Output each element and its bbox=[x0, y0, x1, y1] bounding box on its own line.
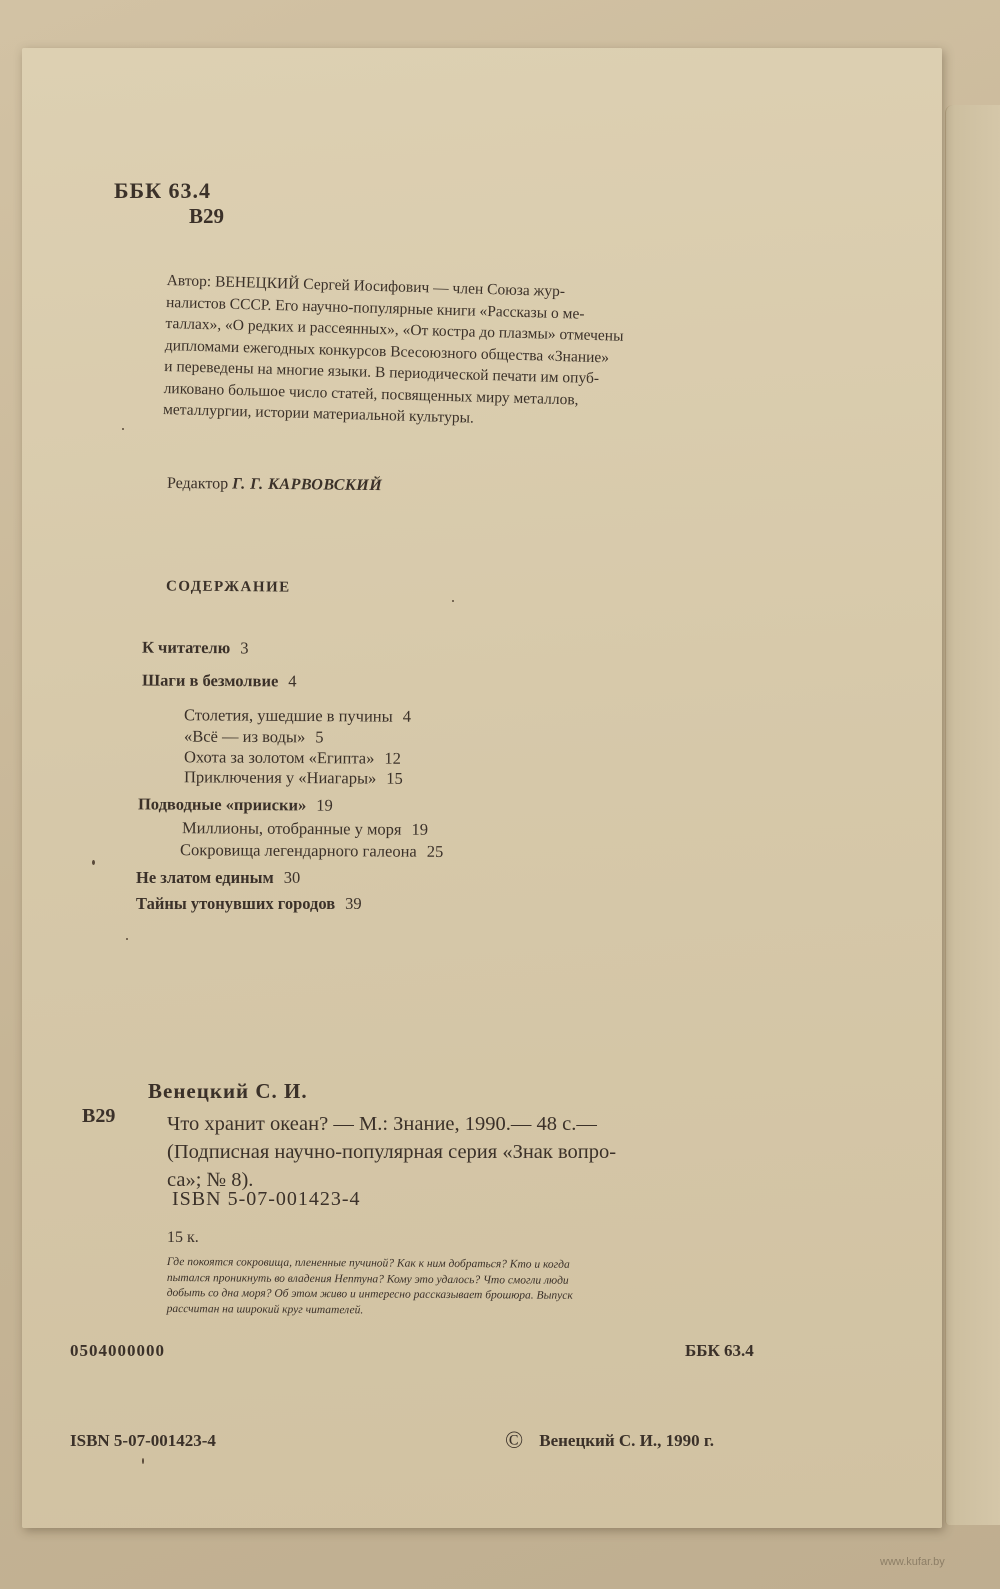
toc-entry-page: 39 bbox=[345, 894, 362, 913]
record-isbn: ISBN 5-07-001423-4 bbox=[172, 1188, 361, 1210]
toc-subentry bbox=[180, 840, 443, 862]
author-note-line: ликовано большое число статей, посвященных миру металлов, bbox=[163, 379, 579, 409]
editor-label: Редактор bbox=[166, 474, 229, 493]
paper-speck bbox=[92, 860, 95, 865]
toc-entry-page: 19 bbox=[411, 819, 429, 839]
annotation-line: пытался проникнуть во владения Нептуна? Кому это удалось? Что смогли люди bbox=[166, 1271, 569, 1287]
price: 15 к. bbox=[167, 1229, 199, 1246]
toc-entry-page: 12 bbox=[384, 748, 401, 768]
copyright-text: Венецкий С. И., 1990 г. bbox=[539, 1431, 714, 1450]
toc-entry-page: 5 bbox=[315, 727, 324, 747]
author-code-bottom: В29 bbox=[82, 1105, 116, 1127]
toc-entry-text: Шаги в безмолвие bbox=[141, 670, 279, 691]
author-code-top: В29 bbox=[189, 204, 225, 228]
record-description bbox=[167, 1110, 782, 1194]
copyright-line bbox=[505, 1428, 714, 1455]
record-line: са»; № 8). bbox=[167, 1169, 254, 1191]
toc-subentry bbox=[184, 747, 401, 769]
footer-isbn: ISBN 5-07-001423-4 bbox=[70, 1431, 216, 1450]
toc-entry-page: 19 bbox=[316, 795, 333, 815]
toc-entry-text: Миллионы, отобранные у моря bbox=[181, 818, 402, 839]
paper-speck bbox=[126, 938, 128, 940]
book-page bbox=[22, 48, 942, 1528]
toc-entry-page: 25 bbox=[426, 841, 444, 861]
toc-entry-text: К читателю bbox=[141, 637, 231, 658]
paper-speck bbox=[142, 1458, 144, 1464]
toc-entry bbox=[136, 868, 300, 888]
toc-entry-text: Подводные «прииски» bbox=[137, 794, 307, 815]
toc-entry-text: Приключения у «Ниагары» bbox=[183, 767, 377, 788]
watermark: www.kufar.by bbox=[880, 1556, 945, 1568]
author-note-line: Автор: ВЕНЕЦКИЙ Сергей Иосифович — член Союза жур- bbox=[166, 271, 566, 301]
toc-entry-text: Сокровища легендарного галеона bbox=[179, 840, 417, 861]
toc-entry-text: Охота за золотом «Египта» bbox=[183, 747, 375, 768]
toc-subentry bbox=[184, 767, 403, 789]
toc-entry-page: 15 bbox=[386, 768, 403, 788]
author-note-line: и переведены на многие языки. В периодической печати им опуб- bbox=[164, 357, 600, 388]
paper-speck bbox=[122, 428, 124, 430]
toc-entry-text: Тайны утонувших городов bbox=[136, 894, 336, 913]
author-note-line: металлургии, истории материальной культуры. bbox=[162, 400, 475, 427]
annotation bbox=[167, 1255, 782, 1321]
toc-entry-text: Столетия, ушедшие в пучины bbox=[183, 705, 393, 726]
publisher-code: 0504000000 bbox=[70, 1341, 165, 1360]
bbk-index-top: ББК 63.4 bbox=[114, 178, 212, 203]
toc-entry bbox=[138, 794, 333, 815]
toc-entry-page: 4 bbox=[402, 706, 412, 726]
toc-entry-text: «Всё — из воды» bbox=[183, 726, 306, 747]
toc-entry bbox=[142, 670, 297, 691]
author-note-line: дипломами ежегодных конкурсов Всесоюзного общества «Знание» bbox=[164, 336, 610, 366]
toc-entry-page: 30 bbox=[283, 868, 301, 887]
toc-entry bbox=[142, 638, 249, 659]
adjacent-page-edge bbox=[945, 105, 1000, 1525]
toc-title: СОДЕРЖАНИЕ bbox=[165, 578, 291, 596]
record-line: Что хранит океан? — М.: Знание, 1990.— 48 с.— bbox=[167, 1113, 597, 1135]
toc-subentry bbox=[184, 705, 411, 727]
record-line: (Подписная научно-популярная серия «Знак вопро- bbox=[167, 1141, 617, 1163]
author-note-line: налистов СССР. Его научно-популярные книги «Рассказы о ме- bbox=[165, 293, 585, 323]
bbk-index-bottom: ББК 63.4 bbox=[685, 1341, 754, 1360]
editor-line bbox=[167, 475, 382, 495]
author-note-line: таллах», «О редких и рассеянных», «От костра до плазмы» отмечены bbox=[165, 314, 624, 345]
record-author: Венецкий С. И. bbox=[148, 1079, 308, 1103]
copyright-icon: © bbox=[505, 1428, 524, 1454]
editor-name: Г. Г. КАРВОВСКИЙ bbox=[232, 475, 383, 495]
toc-entry-page: 4 bbox=[288, 671, 297, 691]
toc-entry-text: Не златом единым bbox=[136, 868, 274, 887]
toc-entry bbox=[136, 894, 362, 914]
toc-entry-page: 3 bbox=[240, 638, 249, 658]
paper-speck bbox=[452, 600, 454, 602]
toc-subentry bbox=[184, 727, 324, 748]
toc-subentry bbox=[182, 818, 428, 840]
author-note bbox=[163, 270, 787, 438]
annotation-line: Где покоятся сокровища, плененные пучиной? Как к ним добраться? Кто и когда bbox=[166, 1256, 570, 1271]
annotation-line: добыть со дна моря? Об этом живо и интересно рассказывает брошюра. Выпуск bbox=[166, 1286, 573, 1302]
annotation-line: рассчитан на широкий круг читателей. bbox=[166, 1302, 364, 1316]
